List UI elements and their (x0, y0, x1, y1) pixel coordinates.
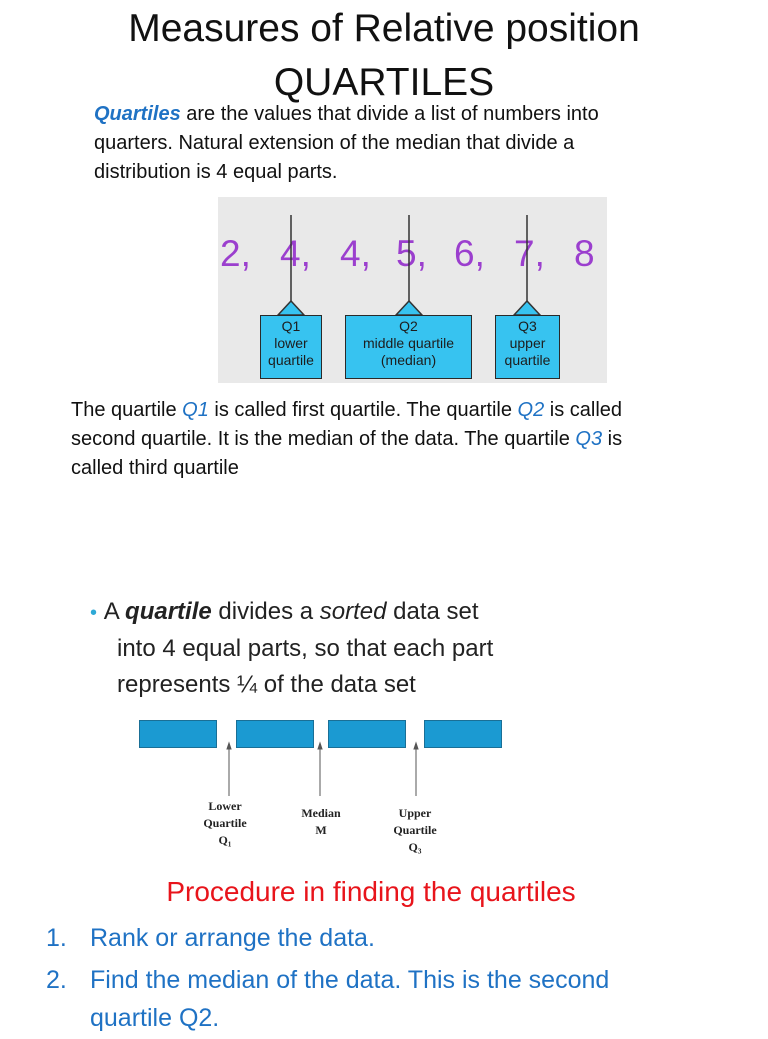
seq-number: 4, (280, 233, 311, 274)
q1-box (260, 315, 322, 379)
def-sorted: sorted (319, 598, 387, 625)
explain-text: second quartile. It is the median of the data. The quartile (71, 428, 576, 450)
q1-label: Q1 (281, 318, 301, 334)
seq-number: 8 (574, 233, 595, 274)
step-number: 1. (46, 924, 67, 952)
seq-number: 5, (396, 233, 427, 274)
label-text: Q₁ (218, 833, 232, 847)
intro-paragraph (94, 100, 734, 187)
def-text: data set (386, 598, 479, 625)
q3-ref: Q3 (575, 428, 603, 450)
bullet-icon: • (90, 602, 98, 624)
def-text: represents ¼ of the data set (117, 671, 416, 698)
quartile-definition-bullet (90, 594, 650, 703)
procedure-heading: Procedure in finding the quartiles (166, 876, 576, 907)
q1-ref: Q1 (182, 399, 209, 421)
step-text: quartile Q2. (90, 1004, 220, 1032)
explain-text: called third quartile (71, 457, 239, 479)
intro-text-2: quarters. Natural extension of the median that divide a (94, 132, 575, 154)
procedure-step-2 (46, 959, 609, 1001)
intro-text-3: distribution is 4 equal parts. (94, 161, 338, 183)
label-text: Quartile (203, 816, 247, 830)
seq-number: 7, (514, 233, 545, 274)
q3-desc2: quartile (504, 352, 551, 368)
def-text: divides a (211, 598, 320, 625)
label-text: Lower (208, 799, 242, 813)
lower-quartile-label (190, 798, 260, 849)
explain-text: is called first quartile. The quartile (208, 399, 518, 421)
explain-text: The quartile (71, 399, 183, 421)
intro-text-1: are the values that divide a list of numbers into (180, 103, 599, 125)
q3-desc: upper (509, 335, 546, 351)
seq-number: 2, (220, 233, 251, 274)
q3-box (495, 315, 560, 379)
q2-desc: middle quartile (362, 335, 455, 351)
step-number: 2. (46, 966, 67, 994)
procedure-step-2-cont (46, 997, 219, 1039)
explain-text: is (602, 428, 623, 450)
page-title-line1: Measures of Relative position (128, 7, 640, 50)
label-text: M (315, 823, 327, 837)
step-text: Rank or arrange the data. (90, 924, 375, 952)
quartile-sequence-figure (218, 197, 607, 383)
q2-label: Q2 (399, 318, 418, 334)
label-text: Median (301, 806, 341, 820)
explain-text: is called (544, 399, 623, 421)
q1-desc: lower (274, 335, 308, 351)
label-text: Upper (398, 806, 432, 820)
seq-number: 6, (454, 233, 485, 274)
step-text: Find the median of the data. This is the second (90, 966, 610, 994)
seq-number: 4, (340, 233, 371, 274)
def-term: quartile (125, 598, 212, 625)
q2-desc2: (median) (380, 352, 437, 368)
term-quartiles: Quartiles (94, 103, 181, 125)
q2-ref: Q2 (517, 399, 545, 421)
explanation-paragraph (71, 396, 741, 483)
def-text: A (103, 598, 126, 625)
median-label (286, 805, 356, 839)
page-title-line2: QUARTILES (273, 61, 495, 104)
def-text: into 4 equal parts, so that each part (117, 635, 494, 662)
label-text: Quartile (393, 823, 437, 837)
q1-desc2: quartile (268, 352, 314, 368)
quartile-arrows (0, 740, 768, 800)
procedure-step-1 (46, 917, 375, 959)
q2-box (345, 315, 472, 379)
label-text: Q₃ (408, 840, 422, 854)
q3-label: Q3 (518, 318, 537, 334)
upper-quartile-label (380, 805, 450, 856)
